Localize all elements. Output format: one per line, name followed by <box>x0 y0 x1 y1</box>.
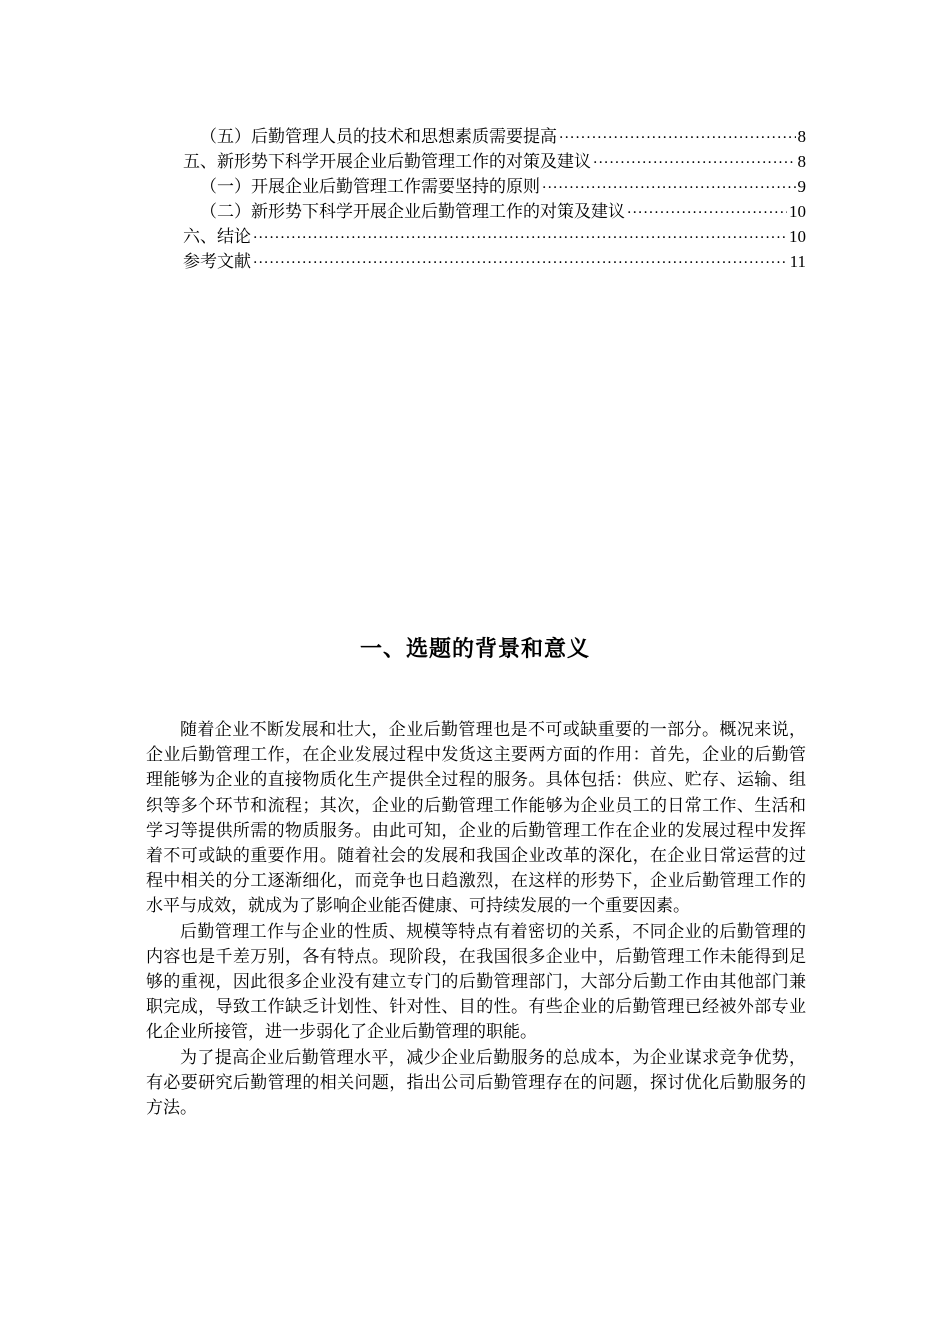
toc-entry-label: 五、新形势下科学开展企业后勤管理工作的对策及建议 <box>183 152 591 172</box>
toc-entry-label: （一）开展企业后勤管理工作需要坚持的原则 <box>200 177 540 197</box>
toc-entry[interactable] <box>183 149 806 174</box>
toc-entry[interactable] <box>183 199 806 224</box>
toc-dot-leader <box>627 201 787 226</box>
toc-dot-leader <box>253 251 788 276</box>
toc-entry-label: （五）后勤管理人员的技术和思想素质需要提高 <box>200 127 557 147</box>
toc-entry-page: 10 <box>789 227 806 246</box>
toc-entry-label: （二）新形势下科学开展企业后勤管理工作的对策及建议 <box>200 202 625 222</box>
toc-entry-label: 六、结论 <box>183 227 251 247</box>
body-paragraph: 随着企业不断发展和壮大，企业后勤管理也是不可或缺重要的一部分。概况来说，企业后勤管理工作，在企业发展过程中发货这主要两方面的作用：首先，企业的后勤管理能够为企业的直接物质化生产提供全过程的服务。具体包括：供应、贮存、运输、组织等多个环节和流程；其次，企业的后勤管理工作能够为企业员工的日常工作、生活和学习等提供所需的物质服务。由此可知，企业的后勤管理工作在企业的发展过程中发挥着不可或缺的重要作用。随着社会的发展和我国企业改革的深化，在企业日常运营的过程中相关的分工逐渐细化，而竞争也日趋激烈，在这样的形势下，企业后勤管理工作的水平与成效，就成为了影响企业能否健康、可持续发展的一个重要因素。 <box>146 720 806 917</box>
table-of-contents <box>183 124 806 274</box>
toc-entry-page: 11 <box>789 252 806 271</box>
toc-dot-leader <box>253 226 787 251</box>
toc-entry-page: 8 <box>797 152 806 171</box>
toc-entry-page: 8 <box>797 127 806 146</box>
body-paragraph: 后勤管理工作与企业的性质、规模等特点有着密切的关系，不同企业的后勤管理的内容也是千差万别，各有特点。现阶段，在我国很多企业中，后勤管理工作未能得到足够的重视，因此很多企业没有建立专门的后勤管理部门，大部分后勤工作由其他部门兼职完成，导致工作缺乏计划性、针对性、目的性。有些企业的后勤管理已经被外部专业化企业所接管，进一步弱化了企业后勤管理的职能。 <box>146 921 806 1043</box>
toc-dot-leader <box>559 126 796 151</box>
toc-dot-leader <box>542 176 796 201</box>
chapter-body <box>146 718 806 1121</box>
toc-entry[interactable] <box>183 224 806 249</box>
body-paragraph: 为了提高企业后勤管理水平，减少企业后勤服务的总成本，为企业谋求竞争优势，有必要研究后勤管理的相关问题，指出公司后勤管理存在的问题，探讨优化后勤服务的方法。 <box>146 1047 806 1119</box>
toc-entry[interactable] <box>183 174 806 199</box>
chapter-title: 一、选题的背景和意义 <box>359 637 590 662</box>
toc-dot-leader <box>593 151 796 176</box>
toc-entry[interactable] <box>183 249 806 274</box>
toc-entry-page: 10 <box>789 202 806 221</box>
toc-entry-page: 9 <box>797 177 806 196</box>
toc-entry[interactable] <box>183 124 806 149</box>
toc-entry-label: 参考文献 <box>183 252 251 272</box>
